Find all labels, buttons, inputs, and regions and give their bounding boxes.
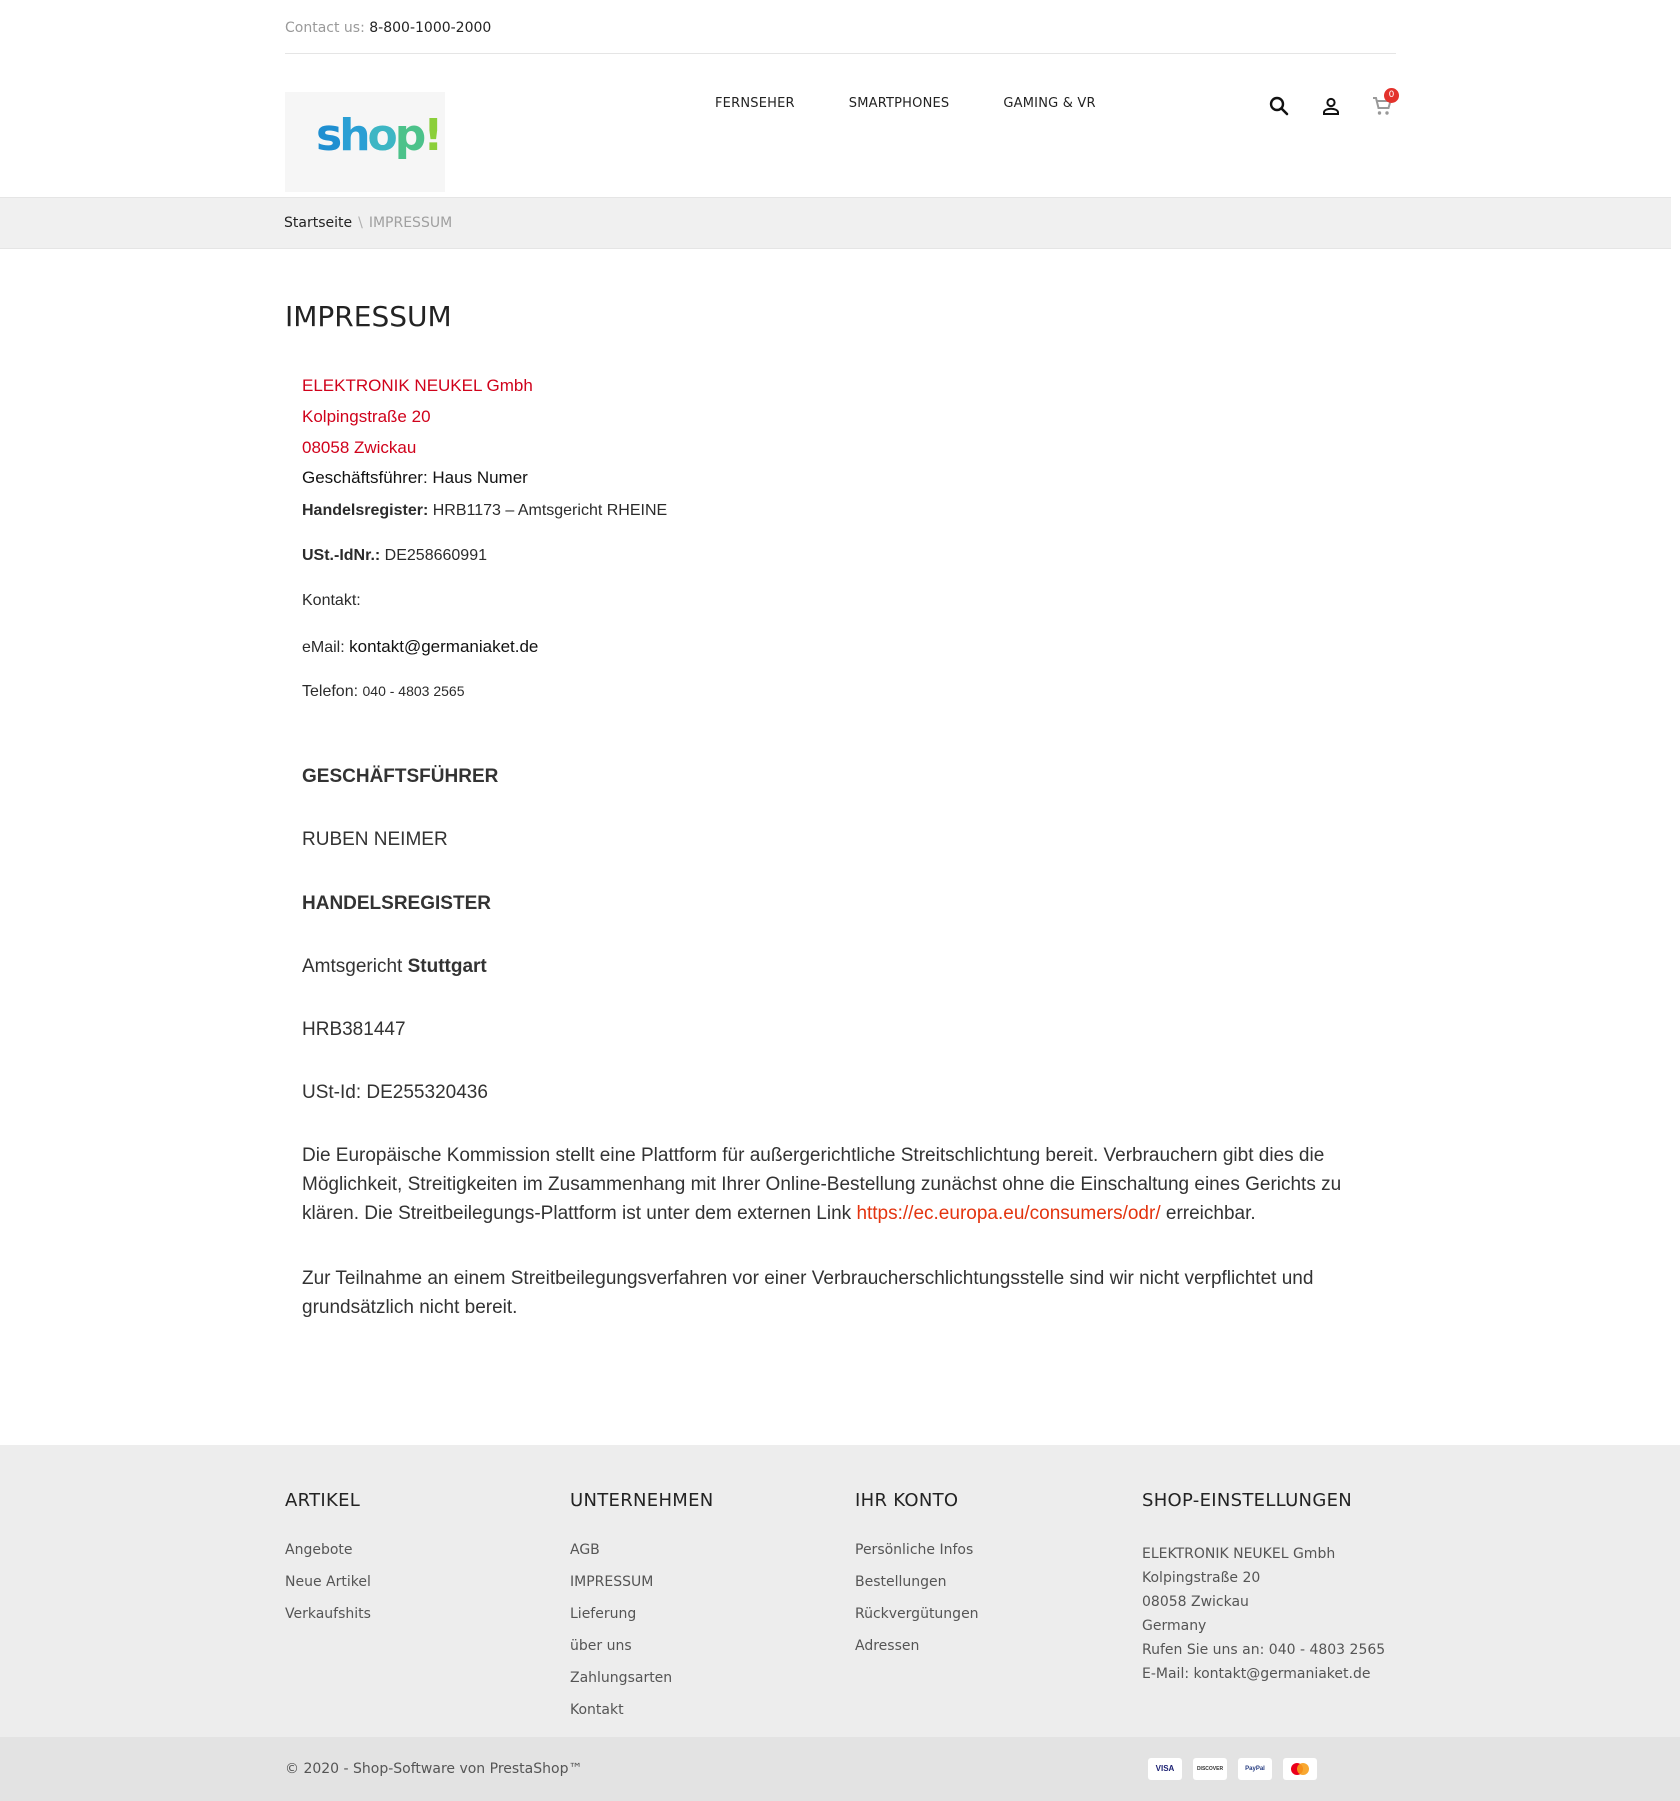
user-icon[interactable] bbox=[1319, 94, 1343, 118]
register-line bbox=[302, 502, 667, 520]
company-street: Kolpingstraße 20 bbox=[302, 407, 431, 426]
court-line bbox=[302, 956, 487, 978]
page-title: IMPRESSUM bbox=[285, 300, 452, 333]
register-value: HRB1173 – Amtsgericht RHEINE bbox=[432, 502, 668, 519]
court-prefix: Amtsgericht bbox=[302, 956, 403, 977]
footer-title-shop: SHOP-EINSTELLUNGEN bbox=[1142, 1490, 1353, 1511]
breadcrumb-bar bbox=[0, 197, 1671, 249]
visa-icon: VISA bbox=[1148, 1758, 1182, 1780]
footer-list-konto bbox=[855, 1542, 979, 1670]
footer-link-adressen[interactable]: Adressen bbox=[855, 1638, 920, 1654]
footer-link-kontakt[interactable]: Kontakt bbox=[570, 1702, 624, 1718]
email-label: eMail: bbox=[302, 639, 345, 656]
footer-shop-email[interactable]: E-Mail: kontakt@germaniaket.de bbox=[1142, 1666, 1371, 1682]
arbitration-paragraph: Zur Teilnahme an einem Streitbeilegungsverfahren vor einer Verbraucherschlichtungsstelle sind wir nicht verpflichtet und grundsätzlich nicht bereit. bbox=[302, 1268, 1314, 1318]
breadcrumb-separator: \ bbox=[358, 215, 363, 231]
logo-wordmark: shop! bbox=[316, 110, 441, 161]
contact-bar bbox=[285, 0, 1396, 54]
vat-value: DE258660991 bbox=[384, 547, 487, 564]
footer-link-impressum[interactable]: IMPRESSUM bbox=[570, 1574, 654, 1590]
odr-text: Die Europäische Kommission stellt eine Plattform für außergerichtliche Streitschlichtung bereit. Verbrauchern gibt dies die Möglichkeit, Streitigkeiten im Zusammenhang mit Ihrer Online-Bestellung zunächst ohne die Einschaltung eines Gerichts zu klären. Die Streitbeilegungs-Plattform ist unter dem externen Link bbox=[302, 1145, 1342, 1224]
phone-label: Telefon: bbox=[302, 683, 359, 700]
footer-shop-line: ELEKTRONIK NEUKEL Gmbh bbox=[1142, 1546, 1336, 1562]
ust-id: USt-Id: DE255320436 bbox=[302, 1082, 488, 1103]
footer-shop-line: Germany bbox=[1142, 1618, 1207, 1634]
footer-link-lieferung[interactable]: Lieferung bbox=[570, 1606, 637, 1622]
gf-name: RUBEN NEIMER bbox=[302, 829, 448, 850]
footer-link-zahlungsarten[interactable]: Zahlungsarten bbox=[570, 1670, 673, 1686]
register-label: Handelsregister: bbox=[302, 502, 429, 519]
footer-list-artikel bbox=[285, 1542, 371, 1638]
vat-line bbox=[302, 547, 487, 565]
breadcrumb-home[interactable]: Startseite bbox=[284, 215, 353, 231]
vat-label: USt.-IdNr.: bbox=[302, 547, 381, 564]
footer-link-neue-artikel[interactable]: Neue Artikel bbox=[285, 1574, 371, 1590]
hr-heading: HANDELSREGISTER bbox=[302, 893, 491, 914]
phone-line bbox=[302, 683, 464, 701]
hrb-number: HRB381447 bbox=[302, 1019, 406, 1040]
email-line bbox=[302, 637, 538, 657]
shop-logo[interactable] bbox=[285, 92, 445, 192]
gf-heading: GESCHÄFTSFÜHRER bbox=[302, 766, 499, 787]
company-city: 08058 Zwickau bbox=[302, 438, 417, 457]
footer-link-agb[interactable]: AGB bbox=[570, 1542, 600, 1558]
company-name: ELEKTRONIK NEUKEL Gmbh bbox=[302, 376, 533, 395]
footer-list-unternehmen bbox=[570, 1542, 672, 1734]
bottom-bar bbox=[0, 1737, 1680, 1801]
search-icon[interactable] bbox=[1267, 94, 1291, 118]
footer-link-angebote[interactable]: Angebote bbox=[285, 1542, 353, 1558]
cart-count-badge: 0 bbox=[1384, 88, 1399, 103]
nav-item-smartphones[interactable]: SMARTPHONES bbox=[848, 96, 950, 111]
discover-icon: DISCOVER bbox=[1193, 1758, 1227, 1780]
footer-title-unternehmen: UNTERNEHMEN bbox=[570, 1490, 714, 1511]
footer-shop-line: Kolpingstraße 20 bbox=[1142, 1570, 1261, 1586]
nav-item-fernseher[interactable]: FERNSEHER bbox=[715, 96, 795, 111]
footer-link-bestellungen[interactable]: Bestellungen bbox=[855, 1574, 947, 1590]
paypal-icon: PayPal bbox=[1238, 1758, 1272, 1780]
footer-link-verkaufshits[interactable]: Verkaufshits bbox=[285, 1606, 371, 1622]
contact-info bbox=[285, 20, 491, 36]
kontakt-label: Kontakt: bbox=[302, 592, 361, 609]
odr-paragraph bbox=[302, 1141, 1362, 1228]
manager-value: Haus Numer bbox=[432, 468, 528, 487]
email-link[interactable]: kontakt@germaniaket.de bbox=[349, 637, 539, 656]
footer-link-rueckverguetungen[interactable]: Rückvergütungen bbox=[855, 1606, 979, 1622]
manager-line bbox=[302, 468, 528, 488]
footer-shop-line: 08058 Zwickau bbox=[1142, 1594, 1249, 1610]
footer-title-artikel: ARTIKEL bbox=[285, 1490, 361, 1511]
contact-label: Contact us: bbox=[285, 20, 365, 36]
odr-text-end: erreichbar. bbox=[1165, 1203, 1256, 1224]
footer bbox=[0, 1445, 1680, 1737]
footer-title-konto: IHR KONTO bbox=[855, 1490, 959, 1511]
odr-link[interactable]: https://ec.europa.eu/consumers/odr/ bbox=[856, 1203, 1161, 1224]
footer-link-persoenliche-infos[interactable]: Persönliche Infos bbox=[855, 1542, 974, 1558]
breadcrumb-current: IMPRESSUM bbox=[368, 215, 453, 231]
phone-value: 040 - 4803 2565 bbox=[362, 683, 465, 699]
footer-shop-phone: Rufen Sie uns an: 040 - 4803 2565 bbox=[1142, 1642, 1386, 1658]
footer-link-ueber-uns[interactable]: über uns bbox=[570, 1638, 632, 1654]
contact-phone[interactable]: 8-800-1000-2000 bbox=[369, 20, 492, 36]
breadcrumb bbox=[284, 215, 452, 231]
main-nav bbox=[715, 96, 1096, 111]
nav-item-gaming-vr[interactable]: GAMING & VR bbox=[1003, 96, 1096, 111]
manager-label: Geschäftsführer: bbox=[302, 468, 428, 487]
mastercard-icon bbox=[1283, 1758, 1317, 1780]
footer-shop-address bbox=[1142, 1542, 1385, 1686]
copyright: © 2020 - Shop-Software von PrestaShop™ bbox=[285, 1761, 583, 1777]
court-city: Stuttgart bbox=[407, 956, 487, 977]
